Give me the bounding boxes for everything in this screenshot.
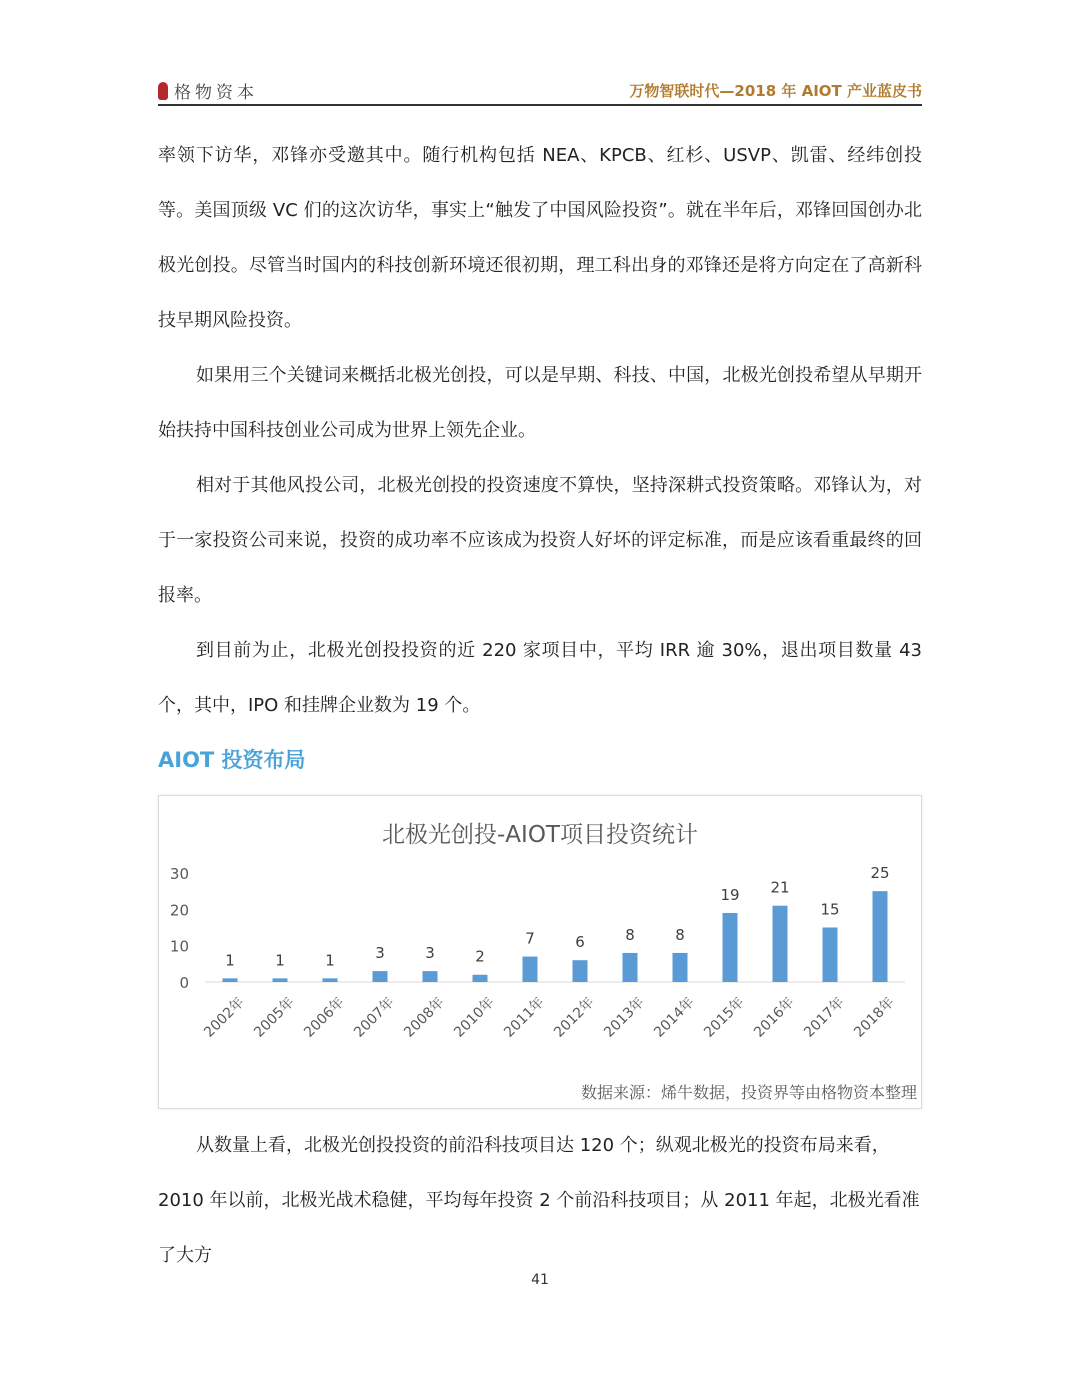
paragraph-5: 从数量上看，北极光创投投资的前沿科技项目达 120 个；纵观北极光的投资布局来看，2010 年以前，北极光战术稳健，平均每年投资 2 个前沿科技项目；从 2011 年起，北极光看准了大方 bbox=[158, 1135, 920, 1266]
bars bbox=[223, 891, 888, 982]
data-label: 7 bbox=[525, 929, 535, 948]
x-tick-label: 2006年 bbox=[301, 994, 348, 1041]
bar bbox=[723, 913, 738, 982]
chart-source-note: 数据来源：烯牛数据，投资界等由格物资本整理 bbox=[580, 1083, 917, 1102]
data-label: 25 bbox=[870, 864, 890, 883]
bar-chart bbox=[158, 795, 922, 1109]
data-label: 6 bbox=[575, 933, 585, 952]
bar bbox=[773, 906, 788, 982]
bar bbox=[323, 978, 338, 982]
data-label: 1 bbox=[225, 951, 235, 970]
bar bbox=[473, 975, 488, 982]
y-tick-label: 20 bbox=[169, 901, 189, 920]
y-tick-label: 0 bbox=[179, 974, 189, 992]
x-tick-label: 2014年 bbox=[651, 994, 698, 1041]
x-tick-label: 2018年 bbox=[851, 994, 898, 1041]
paragraph-4: 到目前为止，北极光创投投资的近 220 家项目中，平均 IRR 逾 30%，退出项目数量 43 个，其中，IPO 和挂牌企业数为 19 个。 bbox=[158, 640, 922, 716]
data-label: 8 bbox=[675, 925, 685, 944]
chart-canvas bbox=[159, 796, 921, 1108]
x-tick-label: 2016年 bbox=[751, 994, 798, 1041]
data-label: 19 bbox=[720, 885, 740, 904]
data-label: 1 bbox=[275, 951, 285, 970]
footer-text bbox=[158, 1118, 922, 1283]
x-tick-label: 2017年 bbox=[801, 994, 848, 1041]
section-title: AIOT 投资布局 bbox=[158, 748, 306, 772]
x-tick-label: 2012年 bbox=[551, 994, 598, 1041]
data-label: 21 bbox=[770, 878, 790, 897]
bar bbox=[623, 953, 638, 982]
logo-mark-icon bbox=[158, 82, 168, 100]
logo-text: 格物资本 bbox=[174, 83, 258, 103]
page-header bbox=[158, 74, 922, 106]
data-label: 1 bbox=[325, 951, 335, 970]
body-text bbox=[158, 128, 922, 733]
data-label: 3 bbox=[375, 944, 385, 963]
x-tick-label: 2008年 bbox=[401, 994, 448, 1041]
bar bbox=[373, 971, 388, 982]
chart-title: 北极光创投-AIOT项目投资统计 bbox=[382, 822, 698, 848]
x-axis bbox=[200, 994, 897, 1041]
bar bbox=[523, 957, 538, 982]
y-tick-label: 10 bbox=[169, 937, 189, 956]
x-tick-label: 2002年 bbox=[201, 994, 248, 1041]
bar bbox=[573, 960, 588, 982]
x-tick-label: 2010年 bbox=[451, 994, 498, 1041]
header-title: 万物智联时代—2018 年 AIOT 产业蓝皮书 bbox=[629, 82, 922, 100]
bar bbox=[273, 978, 288, 982]
data-label: 15 bbox=[820, 900, 840, 919]
bar bbox=[823, 928, 838, 983]
y-tick-label: 30 bbox=[169, 865, 189, 883]
data-label: 8 bbox=[625, 925, 635, 944]
paragraph-2: 如果用三个关键词来概括北极光创投，可以是早期、科技、中国，北极光创投希望从早期开始扶持中国科技创业公司成为世界上领先企业。 bbox=[158, 365, 922, 441]
bar bbox=[673, 953, 688, 982]
logo bbox=[158, 78, 258, 103]
bar bbox=[423, 971, 438, 982]
x-tick-label: 2011年 bbox=[501, 994, 548, 1041]
x-tick-label: 2007年 bbox=[351, 994, 398, 1041]
page-number: 41 bbox=[531, 1272, 549, 1288]
x-tick-label: 2015年 bbox=[701, 994, 748, 1041]
x-tick-label: 2005年 bbox=[251, 994, 298, 1041]
data-labels bbox=[225, 864, 889, 969]
x-tick-label: 2013年 bbox=[601, 994, 648, 1041]
bar bbox=[223, 978, 238, 982]
bar bbox=[873, 891, 888, 982]
paragraph-3: 相对于其他风投公司，北极光创投的投资速度不算快，坚持深耕式投资策略。邓锋认为，对于一家投资公司来说，投资的成功率不应该成为投资人好坏的评定标准，而是应该看重最终的回报率。 bbox=[158, 475, 922, 606]
data-label: 2 bbox=[475, 947, 485, 966]
paragraph-1: 率领下访华，邓锋亦受邀其中。随行机构包括 NEA、KPCB、红杉、USVP、凯雷、经纬创投等。美国顶级 VC 们的这次访华，事实上“触发了中国风险投资”。就在半年后，邓锋回国创办北极光创投。尽管当时国内的科技创新环境还很初期，理工科出身的邓锋还是将方向定在了高新科技早期风险投资。 bbox=[158, 145, 922, 331]
data-label: 3 bbox=[425, 944, 435, 963]
